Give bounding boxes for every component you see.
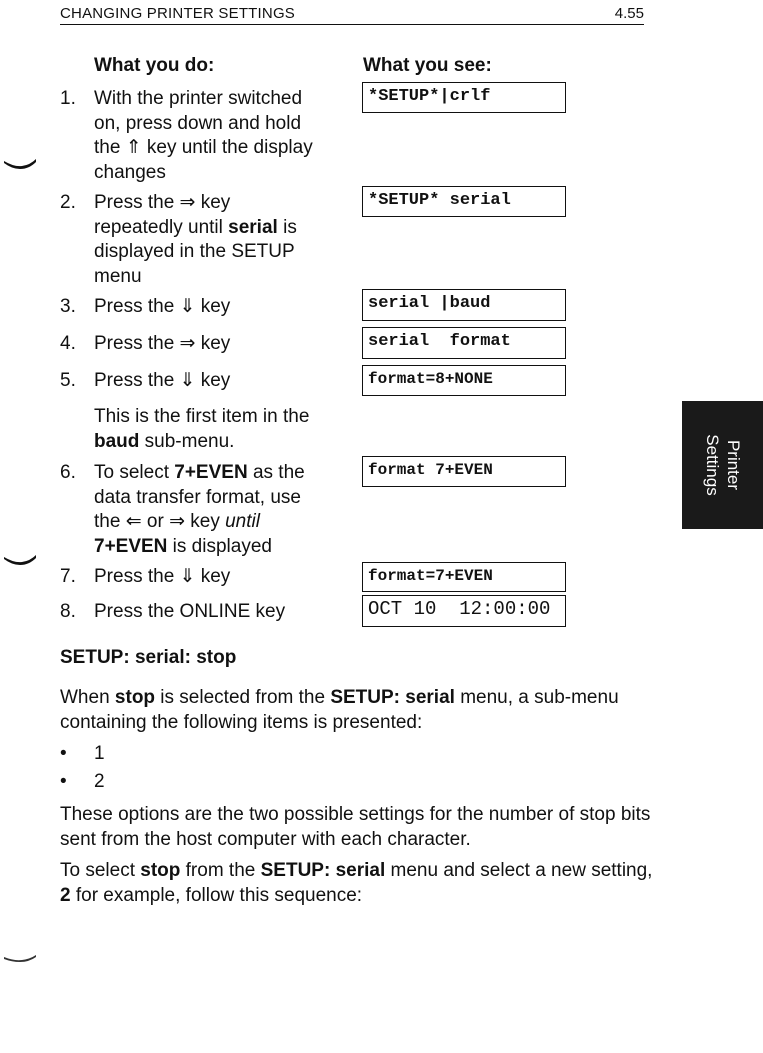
display-box-5: format=8+NONE bbox=[362, 365, 566, 396]
page-number: 4.55 bbox=[614, 5, 644, 22]
display-box-7: format=7+EVEN bbox=[362, 562, 566, 592]
section-intro: When stop is selected from the SETUP: serial menu, a sub-menu containing the following items is presented: bbox=[60, 687, 619, 733]
step-text: Press the ⇒ key bbox=[94, 333, 231, 354]
step-number: 8. bbox=[60, 601, 76, 622]
step-text: Press the ⇓ key bbox=[94, 296, 231, 317]
step-number: 3. bbox=[60, 296, 76, 317]
display-box-6: format 7+EVEN bbox=[362, 456, 566, 487]
display-box-2: *SETUP* serial bbox=[362, 186, 566, 217]
bullet-icon: • bbox=[60, 743, 67, 764]
display-box-1: *SETUP*|crlf bbox=[362, 82, 566, 113]
binding-mark-icon bbox=[2, 553, 38, 567]
step-number: 2. bbox=[60, 192, 76, 213]
binding-mark-icon bbox=[2, 952, 38, 966]
section-explanation: These options are the two possible settings for the number of stop bits sent from the host computer with each character. bbox=[60, 804, 651, 850]
step-number: 7. bbox=[60, 566, 76, 587]
display-box-4: serial format bbox=[362, 327, 566, 359]
side-tab-label: Printer Settings bbox=[702, 434, 743, 496]
step-text: To select 7+EVEN as the data transfer format, use the ⇐ or ⇒ key until 7+EVEN is displayed bbox=[94, 462, 305, 557]
step-number: 4. bbox=[60, 333, 76, 354]
display-box-8: OCT 10 12:00:00 bbox=[362, 595, 566, 627]
step-number: 5. bbox=[60, 370, 76, 391]
section-instruction: To select stop from the SETUP: serial menu and select a new setting, 2 for example, follow this sequence: bbox=[60, 860, 653, 906]
step-text: Press the ⇓ key bbox=[94, 370, 231, 391]
section-title: SETUP: serial: stop bbox=[60, 647, 237, 668]
step-text: Press the ⇒ key repeatedly until serial is displayed in the SETUP menu bbox=[94, 192, 297, 287]
display-box-3: serial |baud bbox=[362, 289, 566, 321]
step-5-note: This is the first item in the baud sub-menu. bbox=[94, 406, 310, 452]
what-you-see-heading: What you see: bbox=[363, 55, 492, 76]
step-text: Press the ONLINE key bbox=[94, 601, 286, 622]
step-number: 6. bbox=[60, 462, 76, 483]
header-title: CHANGING PRINTER SETTINGS bbox=[60, 5, 296, 22]
what-you-do-heading: What you do: bbox=[94, 55, 215, 76]
side-tab bbox=[682, 401, 763, 529]
bullet-icon: • bbox=[60, 771, 67, 792]
step-text: With the printer switched on, press down and hold the ⇑ key until the display changes bbox=[94, 88, 313, 183]
page-header bbox=[60, 4, 644, 25]
step-number: 1. bbox=[60, 88, 76, 109]
step-text: Press the ⇓ key bbox=[94, 566, 231, 587]
binding-mark-icon bbox=[2, 157, 38, 171]
